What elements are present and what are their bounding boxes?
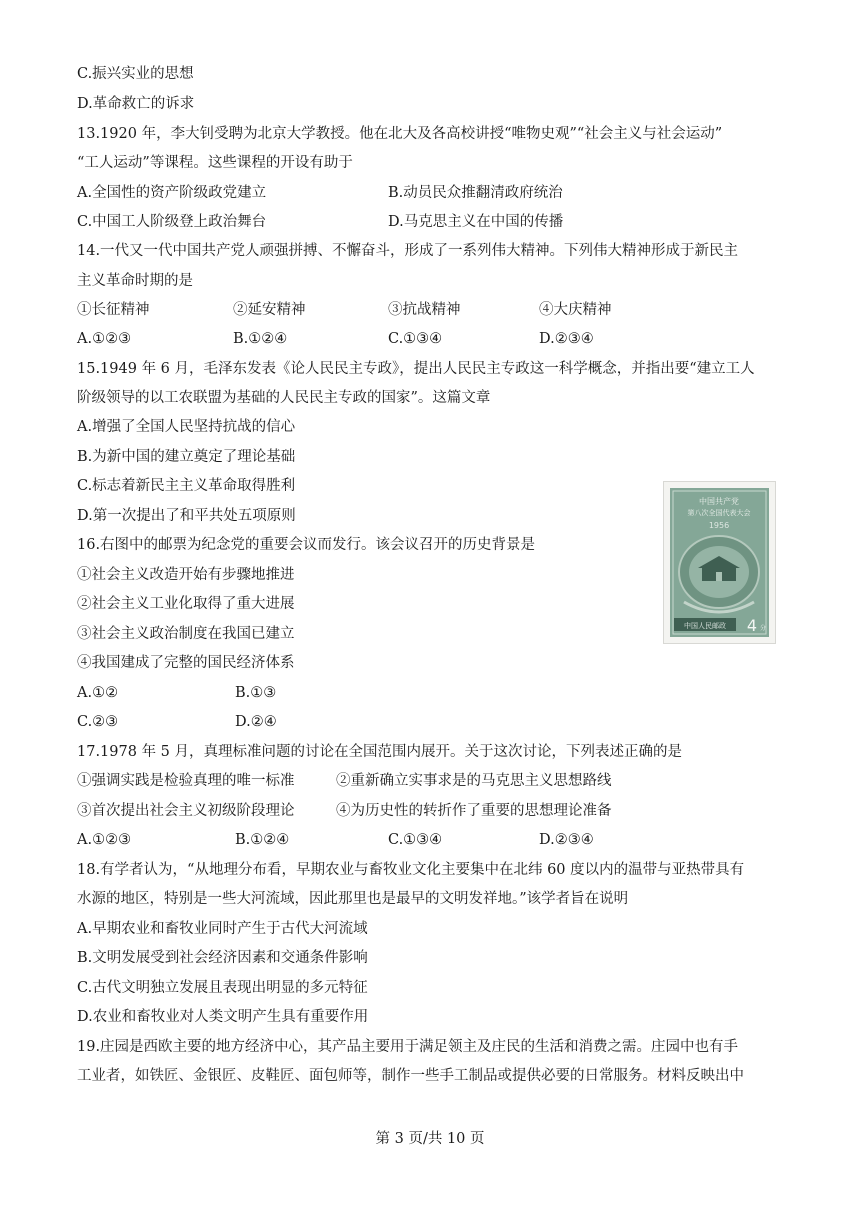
q14-option-c: C.①③④: [388, 331, 443, 347]
question-13-stem-cont: “工人运动”等课程。这些课程的开设有助于: [77, 155, 353, 171]
q16-option-b: B.①③: [235, 685, 277, 701]
question-15-stem-cont: 阶级领导的以工农联盟为基础的人民民主专政的国家”。这篇文章: [77, 390, 491, 406]
q13-option-a: A.全国性的资产阶级政党建立: [77, 185, 267, 201]
q18-option-b: B.文明发展受到社会经济因素和交通条件影响: [77, 950, 368, 966]
q17-statement-3: ③首次提出社会主义初级阶段理论: [77, 803, 295, 819]
page-footer: 第 3 页/共 10 页: [375, 1131, 485, 1147]
q17-option-d: D.②③④: [539, 832, 594, 848]
q14-statement-4: ④大庆精神: [539, 302, 612, 318]
q14-statement-3: ③抗战精神: [388, 302, 461, 318]
q15-option-b: B.为新中国的建立奠定了理论基础: [77, 449, 296, 465]
q17-statement-2: ②重新确立实事求是的马克思主义思想路线: [336, 773, 612, 789]
q13-option-d: D.马克思主义在中国的传播: [388, 214, 564, 230]
q15-option-a: A.增强了全国人民坚持抗战的信心: [77, 419, 296, 435]
question-19-stem: 19.庄园是西欧主要的地方经济中心，其产品主要用于满足领主及庄民的生活和消费之需。庄园中也有手: [77, 1039, 739, 1055]
q16-option-d: D.②④: [235, 714, 277, 730]
question-18-stem: 18.有学者认为，“从地理分布看，早期农业与畜牧业文化主要集中在北纬 60 度以内的温带与亚热带具有: [77, 862, 745, 878]
q16-option-a: A.①②: [77, 685, 119, 701]
question-19-stem-cont: 工业者，如铁匠、金银匠、皮鞋匠、面包师等，制作一些手工制品或提供必要的日常服务。材料反映出中: [77, 1068, 744, 1084]
q16-statement-4: ④我国建成了完整的国民经济体系: [77, 655, 295, 671]
q18-option-a: A.早期农业和畜牧业同时产生于古代大河流域: [77, 921, 368, 937]
stamp-top-text: 中国共产党: [699, 497, 739, 506]
stamp-sub-text: 第八次全国代表大会: [687, 509, 751, 517]
q14-statement-1: ①长征精神: [77, 302, 150, 318]
q18-option-d: D.农业和畜牧业对人类文明产生具有重要作用: [77, 1009, 369, 1025]
q14-statement-2: ②延安精神: [233, 302, 306, 318]
q18-option-c: C.古代文明独立发展且表现出明显的多元特征: [77, 980, 368, 996]
line-option-c-q12: C.振兴实业的思想: [77, 66, 194, 82]
line-option-d-q12: D.革命救亡的诉求: [77, 96, 195, 112]
question-18-stem-cont: 水源的地区，特别是一些大河流域，因此那里也是最早的文明发祥地。”该学者旨在说明: [77, 891, 629, 907]
q13-option-c: C.中国工人阶级登上政治舞台: [77, 214, 267, 230]
stamp-year: 1956: [708, 521, 730, 530]
stamp-bottom-text: 中国人民邮政: [684, 622, 726, 630]
q17-option-a: A.①②③: [77, 832, 132, 848]
question-14-stem-cont: 主义革命时期的是: [77, 273, 193, 289]
question-15-stem: 15.1949 年 6 月，毛泽东发表《论人民民主专政》，提出人民民主专政这一科学概念，并指出要“建立工人: [77, 361, 755, 377]
q17-statement-4: ④为历史性的转折作了重要的思想理论准备: [336, 803, 612, 819]
q15-option-d: D.第一次提出了和平共处五项原则: [77, 508, 296, 524]
q16-statement-1: ①社会主义改造开始有步骤地推进: [77, 567, 295, 583]
q16-statement-3: ③社会主义政治制度在我国已建立: [77, 626, 295, 642]
q14-option-d: D.②③④: [539, 331, 594, 347]
q17-option-b: B.①②④: [235, 832, 290, 848]
q13-option-b: B.动员民众推翻清政府统治: [388, 185, 563, 201]
question-17-stem: 17.1978 年 5 月，真理标准问题的讨论在全国范围内展开。关于这次讨论，下列表述正确的是: [77, 744, 683, 760]
stamp-unit: 分: [759, 625, 767, 632]
q14-option-b: B.①②④: [233, 331, 288, 347]
q16-option-c: C.②③: [77, 714, 119, 730]
question-13-stem: 13.1920 年，李大钊受聘为北京大学教授。他在北大及各高校讲授“唯物史观”“社会主义与社会运动”: [77, 126, 723, 142]
q16-statement-2: ②社会主义工业化取得了重大进展: [77, 596, 295, 612]
q17-option-c: C.①③④: [388, 832, 443, 848]
q14-option-a: A.①②③: [77, 331, 132, 347]
q15-option-c: C.标志着新民主主义革命取得胜利: [77, 478, 296, 494]
question-16-stem: 16.右图中的邮票为纪念党的重要会议而发行。该会议召开的历史背景是: [77, 537, 536, 553]
stamp-artwork: [664, 482, 775, 643]
commemorative-stamp-image: [663, 481, 776, 644]
stamp-value: 4: [746, 616, 758, 635]
question-14-stem: 14.一代又一代中国共产党人顽强拼搏、不懈奋斗，形成了一系列伟大精神。下列伟大精神形成于新民主: [77, 243, 739, 259]
q17-statement-1: ①强调实践是检验真理的唯一标准: [77, 773, 295, 789]
